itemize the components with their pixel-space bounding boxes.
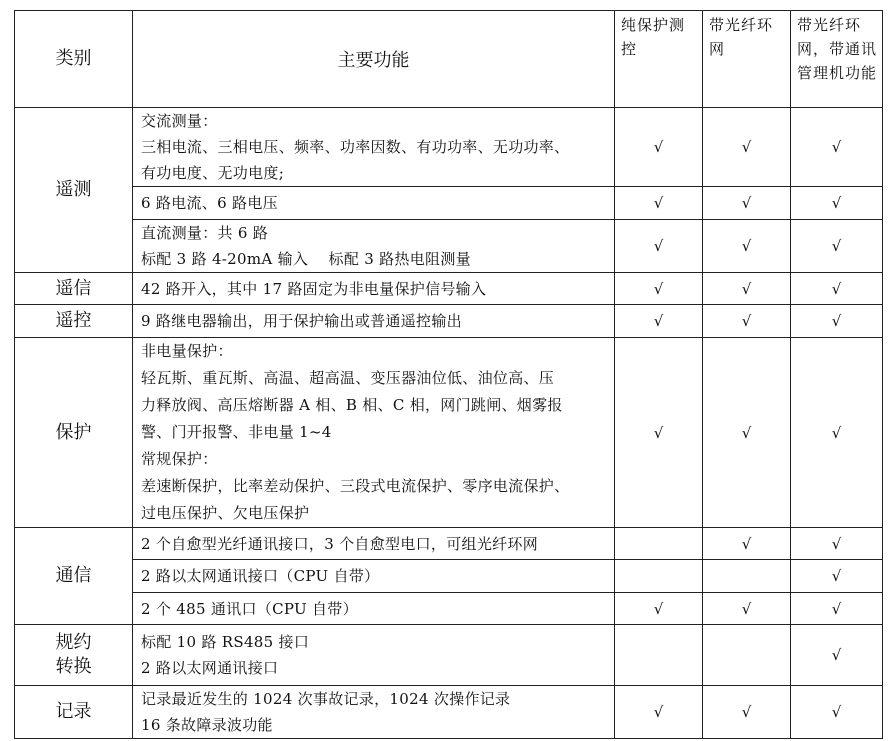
function-line: 三相电流、三相电压、频率、功率因数、有功功率、无功功率、 (141, 138, 570, 156)
check-mark-icon: √ (831, 567, 842, 585)
table-row (15, 220, 883, 273)
table-row (15, 560, 883, 593)
check-cell (615, 625, 703, 686)
function-line: 直流测量：共 6 路 (141, 224, 269, 242)
check-cell (791, 686, 883, 739)
function-line: 标配 10 路 RS485 接口 (141, 633, 310, 651)
header-function: 主要功能 (133, 11, 615, 108)
check-mark-icon: √ (831, 703, 842, 721)
check-mark-icon: √ (831, 312, 842, 330)
check-mark-icon: √ (741, 279, 752, 298)
check-cell (791, 305, 883, 338)
check-mark-icon: √ (741, 237, 752, 255)
function-cell (133, 305, 615, 338)
table-row (15, 338, 883, 528)
check-cell (791, 560, 883, 593)
check-cell (615, 220, 703, 273)
table-row (15, 528, 883, 560)
check-cell (703, 305, 791, 338)
function-line: 交流测量： (141, 112, 218, 130)
check-cell (703, 187, 791, 220)
check-mark-icon: √ (653, 599, 664, 618)
function-line: 16 条故障录波功能 (141, 716, 273, 734)
check-cell (615, 108, 703, 187)
function-line: 过电压保护、欠电压保护 (141, 504, 310, 522)
header-row (15, 11, 883, 108)
function-cell (133, 528, 615, 560)
header-col-fiber-ring-comm-manager: 带光纤环网，带通讯管理机功能 (791, 11, 883, 108)
function-line: 有功电度、无功电度; (141, 164, 285, 182)
check-cell (703, 528, 791, 560)
table-row (15, 305, 883, 338)
check-cell (703, 625, 791, 686)
check-cell (615, 273, 703, 305)
category-protocol-conversion: 规约转换 (15, 625, 133, 686)
table-row (15, 686, 883, 739)
function-line: 力释放阀、高压熔断器 A 相、B 相、C 相，网门跳闸、烟雾报 (141, 396, 563, 414)
function-line: 2 个自愈型光纤通讯接口，3 个自愈型电口，可组光纤环网 (141, 534, 539, 553)
function-line: 警、门开报警、非电量 1~4 (141, 423, 332, 441)
check-mark-icon: √ (831, 237, 842, 255)
check-mark-icon: √ (831, 534, 842, 553)
function-cell (133, 108, 615, 187)
function-line: 2 路以太网通讯接口（CPU 自带） (141, 567, 380, 585)
function-line: 9 路继电器输出，用于保护输出或普通遥控输出 (141, 312, 462, 330)
function-line: 非电量保护： (141, 342, 233, 360)
check-mark-icon: √ (831, 423, 842, 442)
check-cell (703, 108, 791, 187)
category-remote-control: 遥控 (15, 305, 133, 338)
check-cell (615, 560, 703, 593)
function-cell (133, 187, 615, 220)
check-mark-icon: √ (831, 194, 842, 212)
check-mark-icon: √ (653, 703, 664, 721)
check-cell (791, 528, 883, 560)
function-line: 轻瓦斯、重瓦斯、高温、超高温、变压器油位低、油位高、压 (141, 369, 555, 387)
check-mark-icon: √ (653, 194, 664, 212)
function-cell (133, 686, 615, 739)
check-cell (703, 220, 791, 273)
check-cell (703, 593, 791, 625)
header-category: 类别 (15, 11, 133, 108)
check-cell (791, 625, 883, 686)
check-cell (703, 560, 791, 593)
function-cell (133, 220, 615, 273)
check-mark-icon: √ (831, 279, 842, 298)
header-col-pure-protection: 纯保护测控 (615, 11, 703, 108)
function-cell (133, 560, 615, 593)
function-line: 6 路电流、6 路电压 (141, 194, 278, 212)
check-mark-icon: √ (831, 646, 842, 664)
function-cell (133, 338, 615, 528)
check-mark-icon: √ (653, 237, 664, 255)
function-line: 常规保护： (141, 450, 218, 468)
check-cell (615, 187, 703, 220)
check-mark-icon: √ (653, 138, 664, 156)
check-cell (615, 686, 703, 739)
check-mark-icon: √ (741, 703, 752, 721)
check-mark-icon: √ (831, 599, 842, 618)
table-row (15, 108, 883, 187)
table-row (15, 593, 883, 625)
table-row (15, 187, 883, 220)
function-cell (133, 273, 615, 305)
category-telemetry: 遥测 (15, 108, 133, 273)
check-mark-icon: √ (741, 194, 752, 212)
check-cell (615, 528, 703, 560)
category-protection: 保护 (15, 338, 133, 528)
check-mark-icon: √ (653, 423, 664, 442)
function-cell (133, 625, 615, 686)
check-cell (703, 338, 791, 528)
check-mark-icon: √ (741, 312, 752, 330)
check-cell (615, 593, 703, 625)
check-mark-icon: √ (653, 279, 664, 298)
check-cell (791, 187, 883, 220)
function-line: 差速断保护，比率差动保护、三段式电流保护、零序电流保护、 (141, 477, 570, 495)
check-mark-icon: √ (741, 599, 752, 618)
category-record: 记录 (15, 686, 133, 739)
check-cell (615, 338, 703, 528)
check-cell (791, 273, 883, 305)
table-row (15, 625, 883, 686)
check-mark-icon: √ (831, 138, 842, 156)
table-row (15, 273, 883, 305)
check-mark-icon: √ (741, 138, 752, 156)
function-line: 2 个 485 通讯口（CPU 自带） (141, 599, 358, 618)
function-table (14, 10, 883, 739)
function-line: 42 路开入，其中 17 路固定为非电量保护信号输入 (141, 279, 487, 298)
function-cell (133, 593, 615, 625)
header-col-fiber-ring: 带光纤环网 (703, 11, 791, 108)
check-cell (615, 305, 703, 338)
check-cell (791, 338, 883, 528)
check-cell (703, 273, 791, 305)
check-mark-icon: √ (741, 423, 752, 442)
check-cell (791, 220, 883, 273)
function-line: 2 路以太网通讯接口 (141, 659, 279, 677)
function-line: 标配 3 路 4-20mA 输入 标配 3 路热电阻测量 (141, 250, 471, 268)
check-cell (791, 593, 883, 625)
category-remote-signal: 遥信 (15, 273, 133, 305)
function-line: 记录最近发生的 1024 次事故记录，1024 次操作记录 (141, 690, 511, 708)
check-cell (791, 108, 883, 187)
check-mark-icon: √ (741, 534, 752, 553)
category-communication: 通信 (15, 528, 133, 625)
check-cell (703, 686, 791, 739)
check-mark-icon: √ (653, 312, 664, 330)
